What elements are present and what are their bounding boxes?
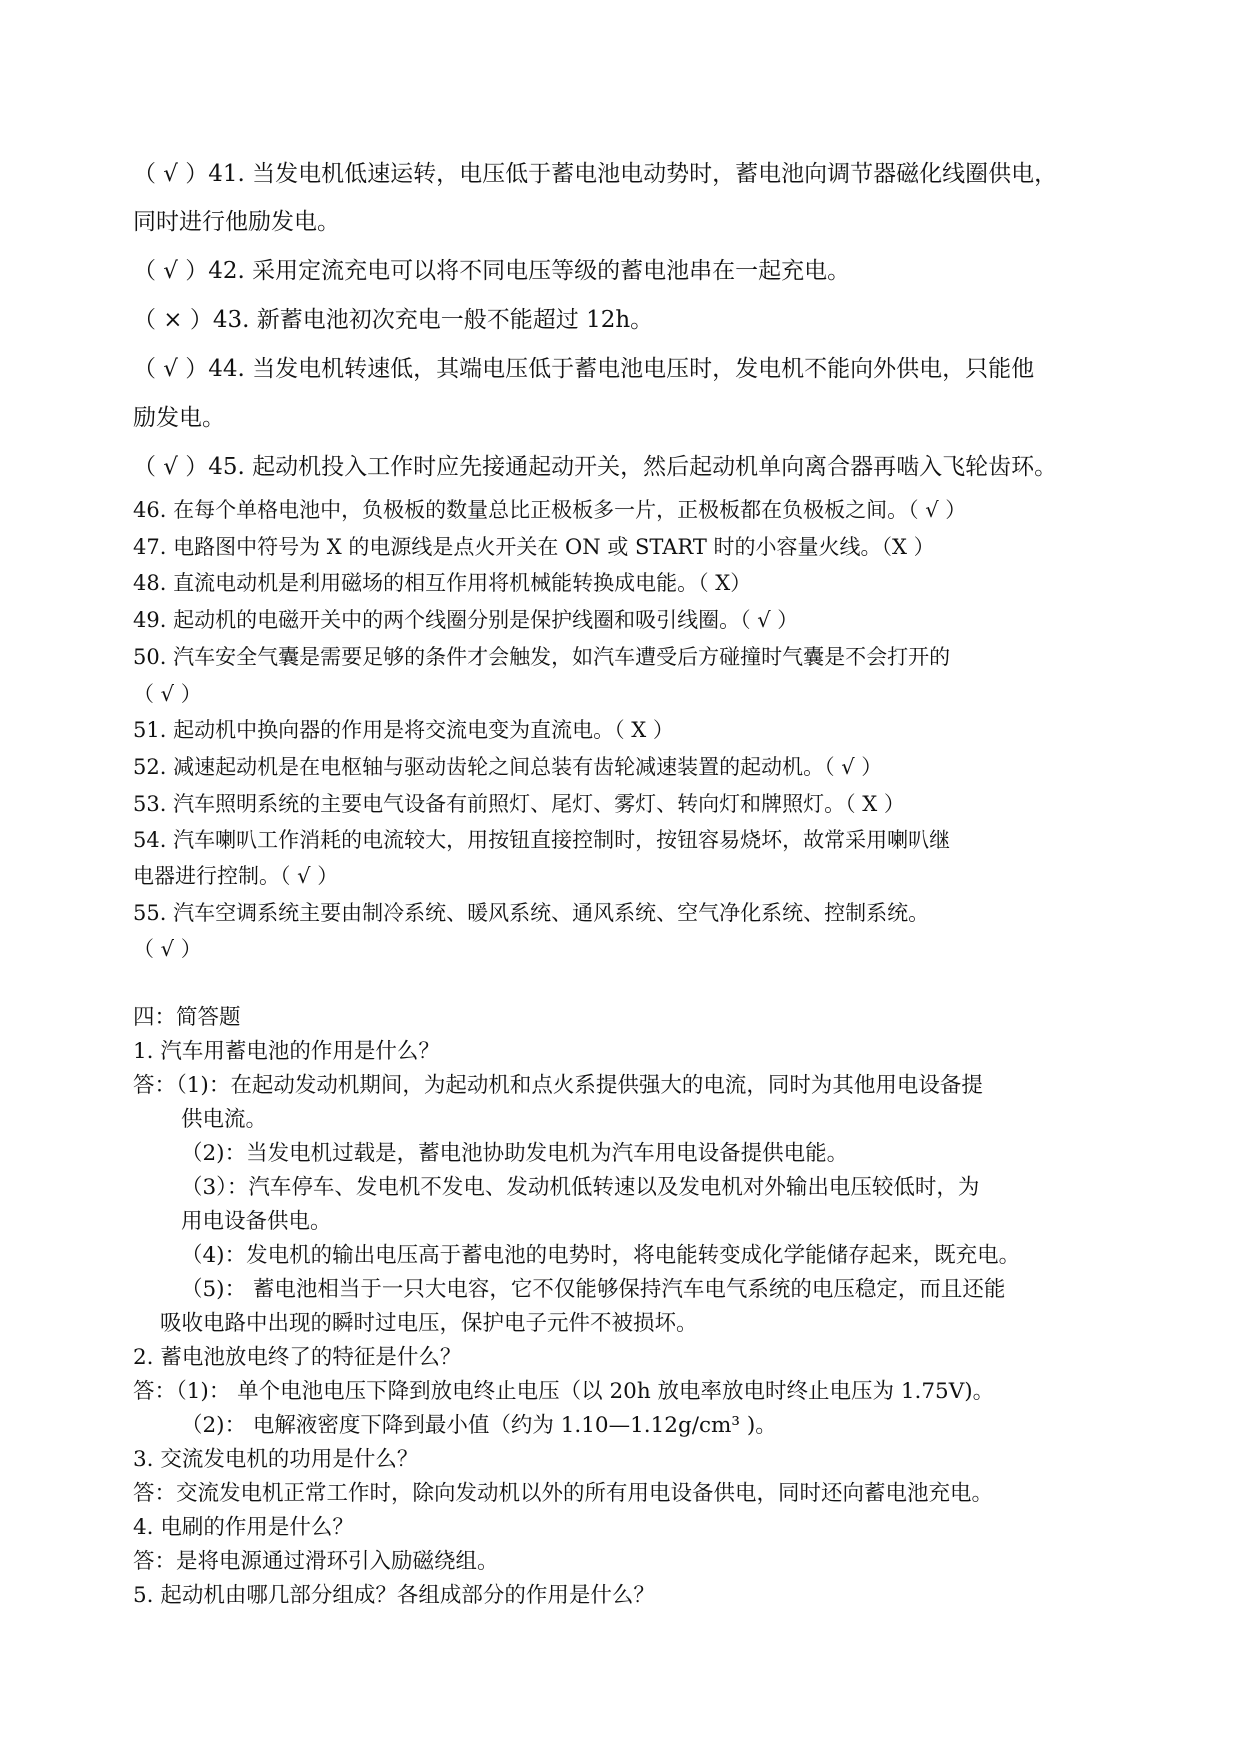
sa-answer-3: 答：交流发电机正常工作时，除向发动机以外的所有用电设备供电，同时还向蓄电池充电。	[133, 1481, 994, 1506]
tf-question-55-line2: （ √ ）	[133, 937, 202, 961]
sa-answer-1-item1-line2: 供电流。	[181, 1107, 268, 1132]
tf-question-50-line1: 50. 汽车安全气囊是需要足够的条件才会触发，如汽车遭受后方碰撞时气囊是不会打开的	[133, 645, 951, 669]
tf-question-46: 46. 在每个单格电池中，负极板的数量总比正极板多一片，正极板都在负极板之间。（ √ ）	[133, 498, 967, 522]
tf-question-42: （ √ ）42. 采用定流充电可以将不同电压等级的蓄电池串在一起充电。	[133, 258, 851, 284]
tf-question-52: 52. 减速起动机是在电枢轴与驱动齿轮之间总装有齿轮减速装置的起动机。（ √ ）	[133, 755, 883, 779]
tf-question-54-line1: 54. 汽车喇叭工作消耗的电流较大，用按钮直接控制时，按钮容易烧坏，故常采用喇叭继	[133, 828, 951, 852]
tf-question-53: 53. 汽车照明系统的主要电气设备有前照灯、尾灯、雾灯、转向灯和牌照灯。（ X ）	[133, 792, 905, 816]
sa-answer-1-item2: （2)：当发电机过载是，蓄电池协助发电机为汽车用电设备提供电能。	[181, 1141, 849, 1166]
sa-answer-2-item1: 答：（1)： 单个电池电压下降到放电终止电压（以 20h 放电率放电时终止电压为 1.75V)。	[133, 1379, 995, 1404]
sa-answer-1-item5-line2: 吸收电路中出现的瞬时过电压，保护电子元件不被损坏。	[160, 1311, 698, 1336]
tf-question-43: （ × ）43. 新蓄电池初次充电一般不能超过 12h。	[133, 307, 654, 333]
sa-question-1: 1. 汽车用蓄电池的作用是什么？	[133, 1039, 440, 1064]
tf-question-55-line1: 55. 汽车空调系统主要由制冷系统、暖风系统、通风系统、空气净化系统、控制系统。	[133, 901, 930, 925]
tf-question-41-line2: 同时进行他励发电。	[133, 209, 340, 235]
sa-answer-2-item2: （2)： 电解液密度下降到最小值（约为 1.10—1.12g/cm³ )。	[181, 1413, 777, 1438]
tf-question-44-line1: （ √ ）44. 当发电机转速低，其端电压低于蓄电池电压时，发电机不能向外供电，只能他	[133, 356, 1035, 382]
sa-question-2: 2. 蓄电池放电终了的特征是什么？	[133, 1345, 462, 1370]
sa-answer-1-item3-line1: （3）：汽车停车、发电机不发电、发动机低转速以及发电机对外输出电压较低时，为	[181, 1175, 980, 1200]
sa-question-4: 4. 电刷的作用是什么？	[133, 1515, 354, 1540]
sa-answer-1-item3-line2: 用电设备供电。	[181, 1209, 332, 1234]
tf-question-44-line2: 励发电。	[133, 405, 225, 431]
tf-question-49: 49. 起动机的电磁开关中的两个线圈分别是保护线圈和吸引线圈。（ √ ）	[133, 608, 799, 632]
tf-question-48: 48. 直流电动机是利用磁场的相互作用将机械能转换成电能。（ X）	[133, 571, 752, 595]
tf-question-45: （ √ ）45. 起动机投入工作时应先接通起动开关，然后起动机单向离合器再啮入飞轮齿环。	[133, 454, 1058, 480]
section-title: 四：简答题	[133, 1005, 241, 1030]
sa-answer-1-item4: （4)：发电机的输出电压高于蓄电池的电势时，将电能转变成化学能储存起来，既充电。	[181, 1243, 1021, 1268]
tf-question-47: 47. 电路图中符号为 X 的电源线是点火开关在 ON 或 START 时的小容量火线。（X ）	[133, 535, 935, 559]
sa-answer-1-item5-line1: （5)： 蓄电池相当于一只大电容，它不仅能够保持汽车电气系统的电压稳定，而且还能	[181, 1277, 1006, 1302]
sa-question-3: 3. 交流发电机的功用是什么？	[133, 1447, 419, 1472]
tf-question-41-line1: （ √ ）41. 当发电机低速运转，电压低于蓄电池电动势时，蓄电池向调节器磁化线圈供电，	[133, 161, 1058, 187]
sa-answer-4: 答：是将电源通过滑环引入励磁绕组。	[133, 1549, 499, 1574]
sa-question-5: 5. 起动机由哪几部分组成？各组成部分的作用是什么？	[133, 1583, 655, 1608]
tf-question-50-line2: （ √ ）	[133, 682, 202, 706]
sa-answer-1-item1-line1: 答：（1)：在起动发动机期间，为起动机和点火系提供强大的电流，同时为其他用电设备提	[133, 1073, 983, 1098]
tf-question-51: 51. 起动机中换向器的作用是将交流电变为直流电。（ X ）	[133, 718, 674, 742]
tf-question-54-line2: 电器进行控制。（ √ ）	[133, 864, 339, 888]
